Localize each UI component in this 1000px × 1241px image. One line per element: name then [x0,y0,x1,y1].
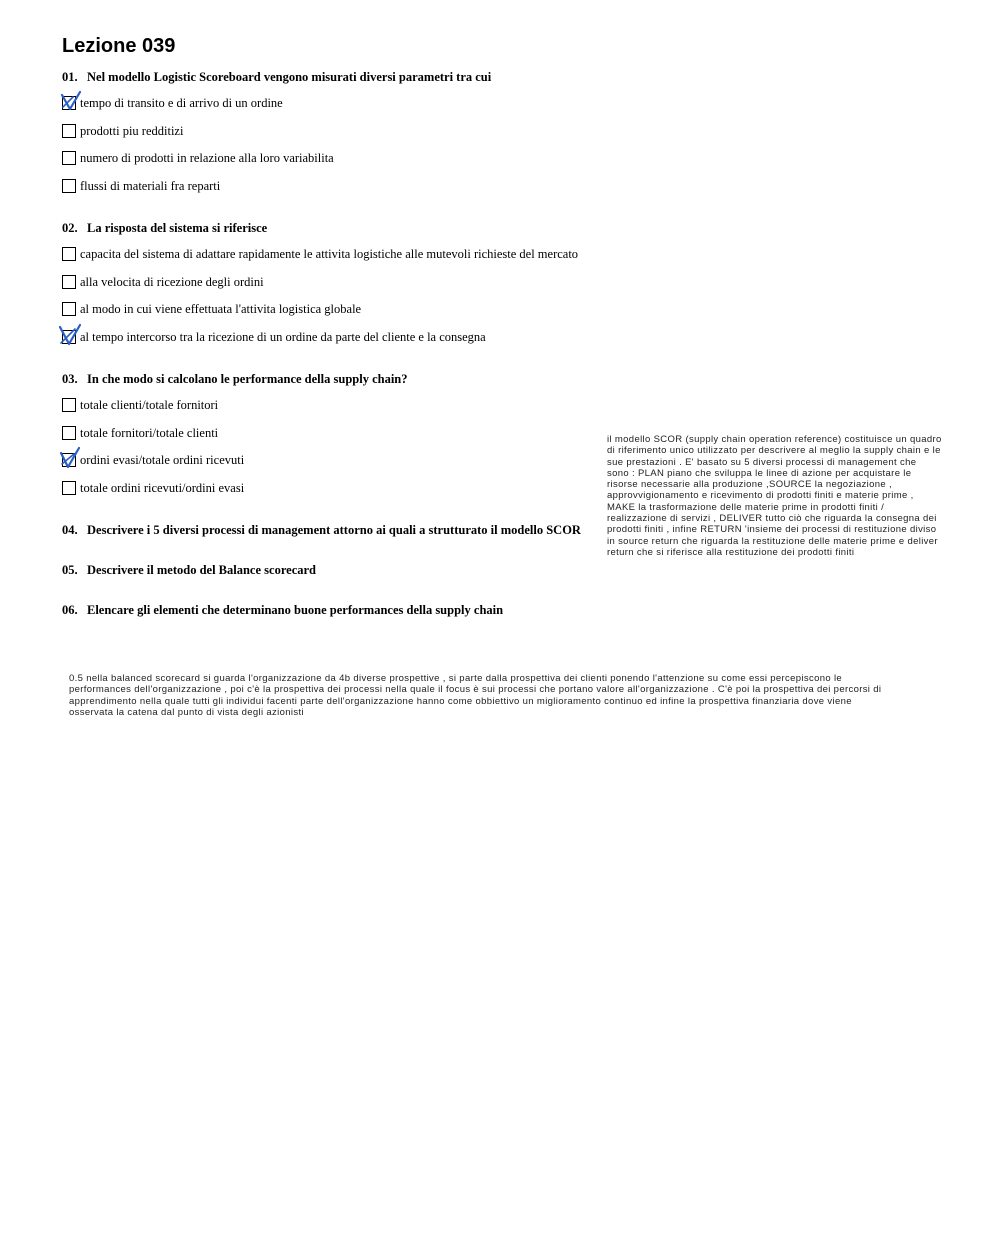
question-6-text: Elencare gli elementi che determinano buone performances della supply chain [87,603,504,617]
question-3-text: In che modo si calcolano le performance della supply chain? [87,372,408,386]
balanced-scorecard-answer-note: 0.5 nella balanced scorecard si guarda l'organizzazione da 4b diverse prospettive , si parte dalla prospettiva dei clienti ponendo l'attenzione su come essi percepiscono le performances dell'organizzazione , poi c'è la prospettiva dei processi nella quale il focus è sui processi che portano valore all'organizzazione . C'è poi la prospettiva dei percorsi di apprendimento nella quale tutti gli individui facenti parte dell'organizzazione hanno come obbiettivo un miglioramento continuo ed infine la prospettiva finanziaria dove viene osservata la catena dal punto di vista degli azionisti [69,673,882,718]
question-4 [62,522,581,538]
question-3-number: 03. [62,372,78,386]
option-label: totale ordini ricevuti/ordini evasi [80,481,245,495]
checkbox[interactable] [62,124,76,138]
checkbox[interactable] [62,275,76,289]
option-label: flussi di materiali fra reparti [80,179,221,193]
question-5-text: Descrivere il metodo del Balance scorecard [87,563,316,577]
question-6 [62,602,503,618]
question-2-number: 02. [62,221,78,235]
check-mark-icon [58,323,82,349]
checkbox[interactable] [62,151,76,165]
question-4-text: Descrivere i 5 diversi processi di management attorno ai quali a strutturato il modello SCOR [87,523,581,537]
option-label: al modo in cui viene effettuata l'attivita logistica globale [80,302,362,316]
option-label: numero di prodotti in relazione alla loro variabilita [80,151,334,165]
option-label: tempo di transito e di arrivo di un ordine [80,96,283,110]
question-6-number: 06. [62,603,78,617]
checkbox[interactable] [62,398,76,412]
check-mark-icon [58,89,82,115]
question-4-number: 04. [62,523,78,537]
option-label: totale clienti/totale fornitori [80,398,219,412]
question-1-number: 01. [62,70,78,84]
checkbox[interactable] [62,247,76,261]
question-1 [62,69,491,85]
checkbox[interactable] [62,426,76,440]
page-title: Lezione 039 [62,35,176,57]
question-1-text: Nel modello Logistic Scoreboard vengono misurati diversi parametri tra cui [87,70,492,84]
question-3 [62,371,408,387]
option-label: alla velocita di ricezione degli ordini [80,275,264,289]
option-label: ordini evasi/totale ordini ricevuti [80,453,245,467]
option-label: prodotti piu redditizi [80,124,184,138]
question-2-text: La risposta del sistema si riferisce [87,221,268,235]
scor-answer-note: il modello SCOR (supply chain operation reference) costituisce un quadro di riferimento unico utilizzato per descrivere al meglio la supply chain e le sue prestazioni . E' basato su 5 diversi processi di management che sono : PLAN piano che sviluppa le linee di azione per acquistare le risorse necessarie alla produzione ,SOURCE la negoziazione , approvvigionamento e ricevimento di prodotti finiti e materie prime , MAKE la trasformazione delle materie prime in prodotti finiti / realizzazione di servizi , DELIVER tutto ciò che riguarda la consegna dei prodotti finiti , infine RETURN 'insieme dei processi di restituzione diviso in source return che riguarda la restituzione delle materie prime e deliver return che si riferisce alla restituzione dei prodotti finiti [607,434,942,558]
question-5-number: 05. [62,563,78,577]
option-label: al tempo intercorso tra la ricezione di un ordine da parte del cliente e la consegna [80,330,486,344]
option-label: totale fornitori/totale clienti [80,426,219,440]
checkbox[interactable] [62,302,76,316]
question-5 [62,562,316,578]
option-label: capacita del sistema di adattare rapidamente le attivita logistiche alle mutevoli richieste del mercato [80,247,579,261]
question-2 [62,220,267,236]
checkbox[interactable] [62,481,76,495]
checkbox[interactable] [62,179,76,193]
check-mark-icon [58,446,82,472]
